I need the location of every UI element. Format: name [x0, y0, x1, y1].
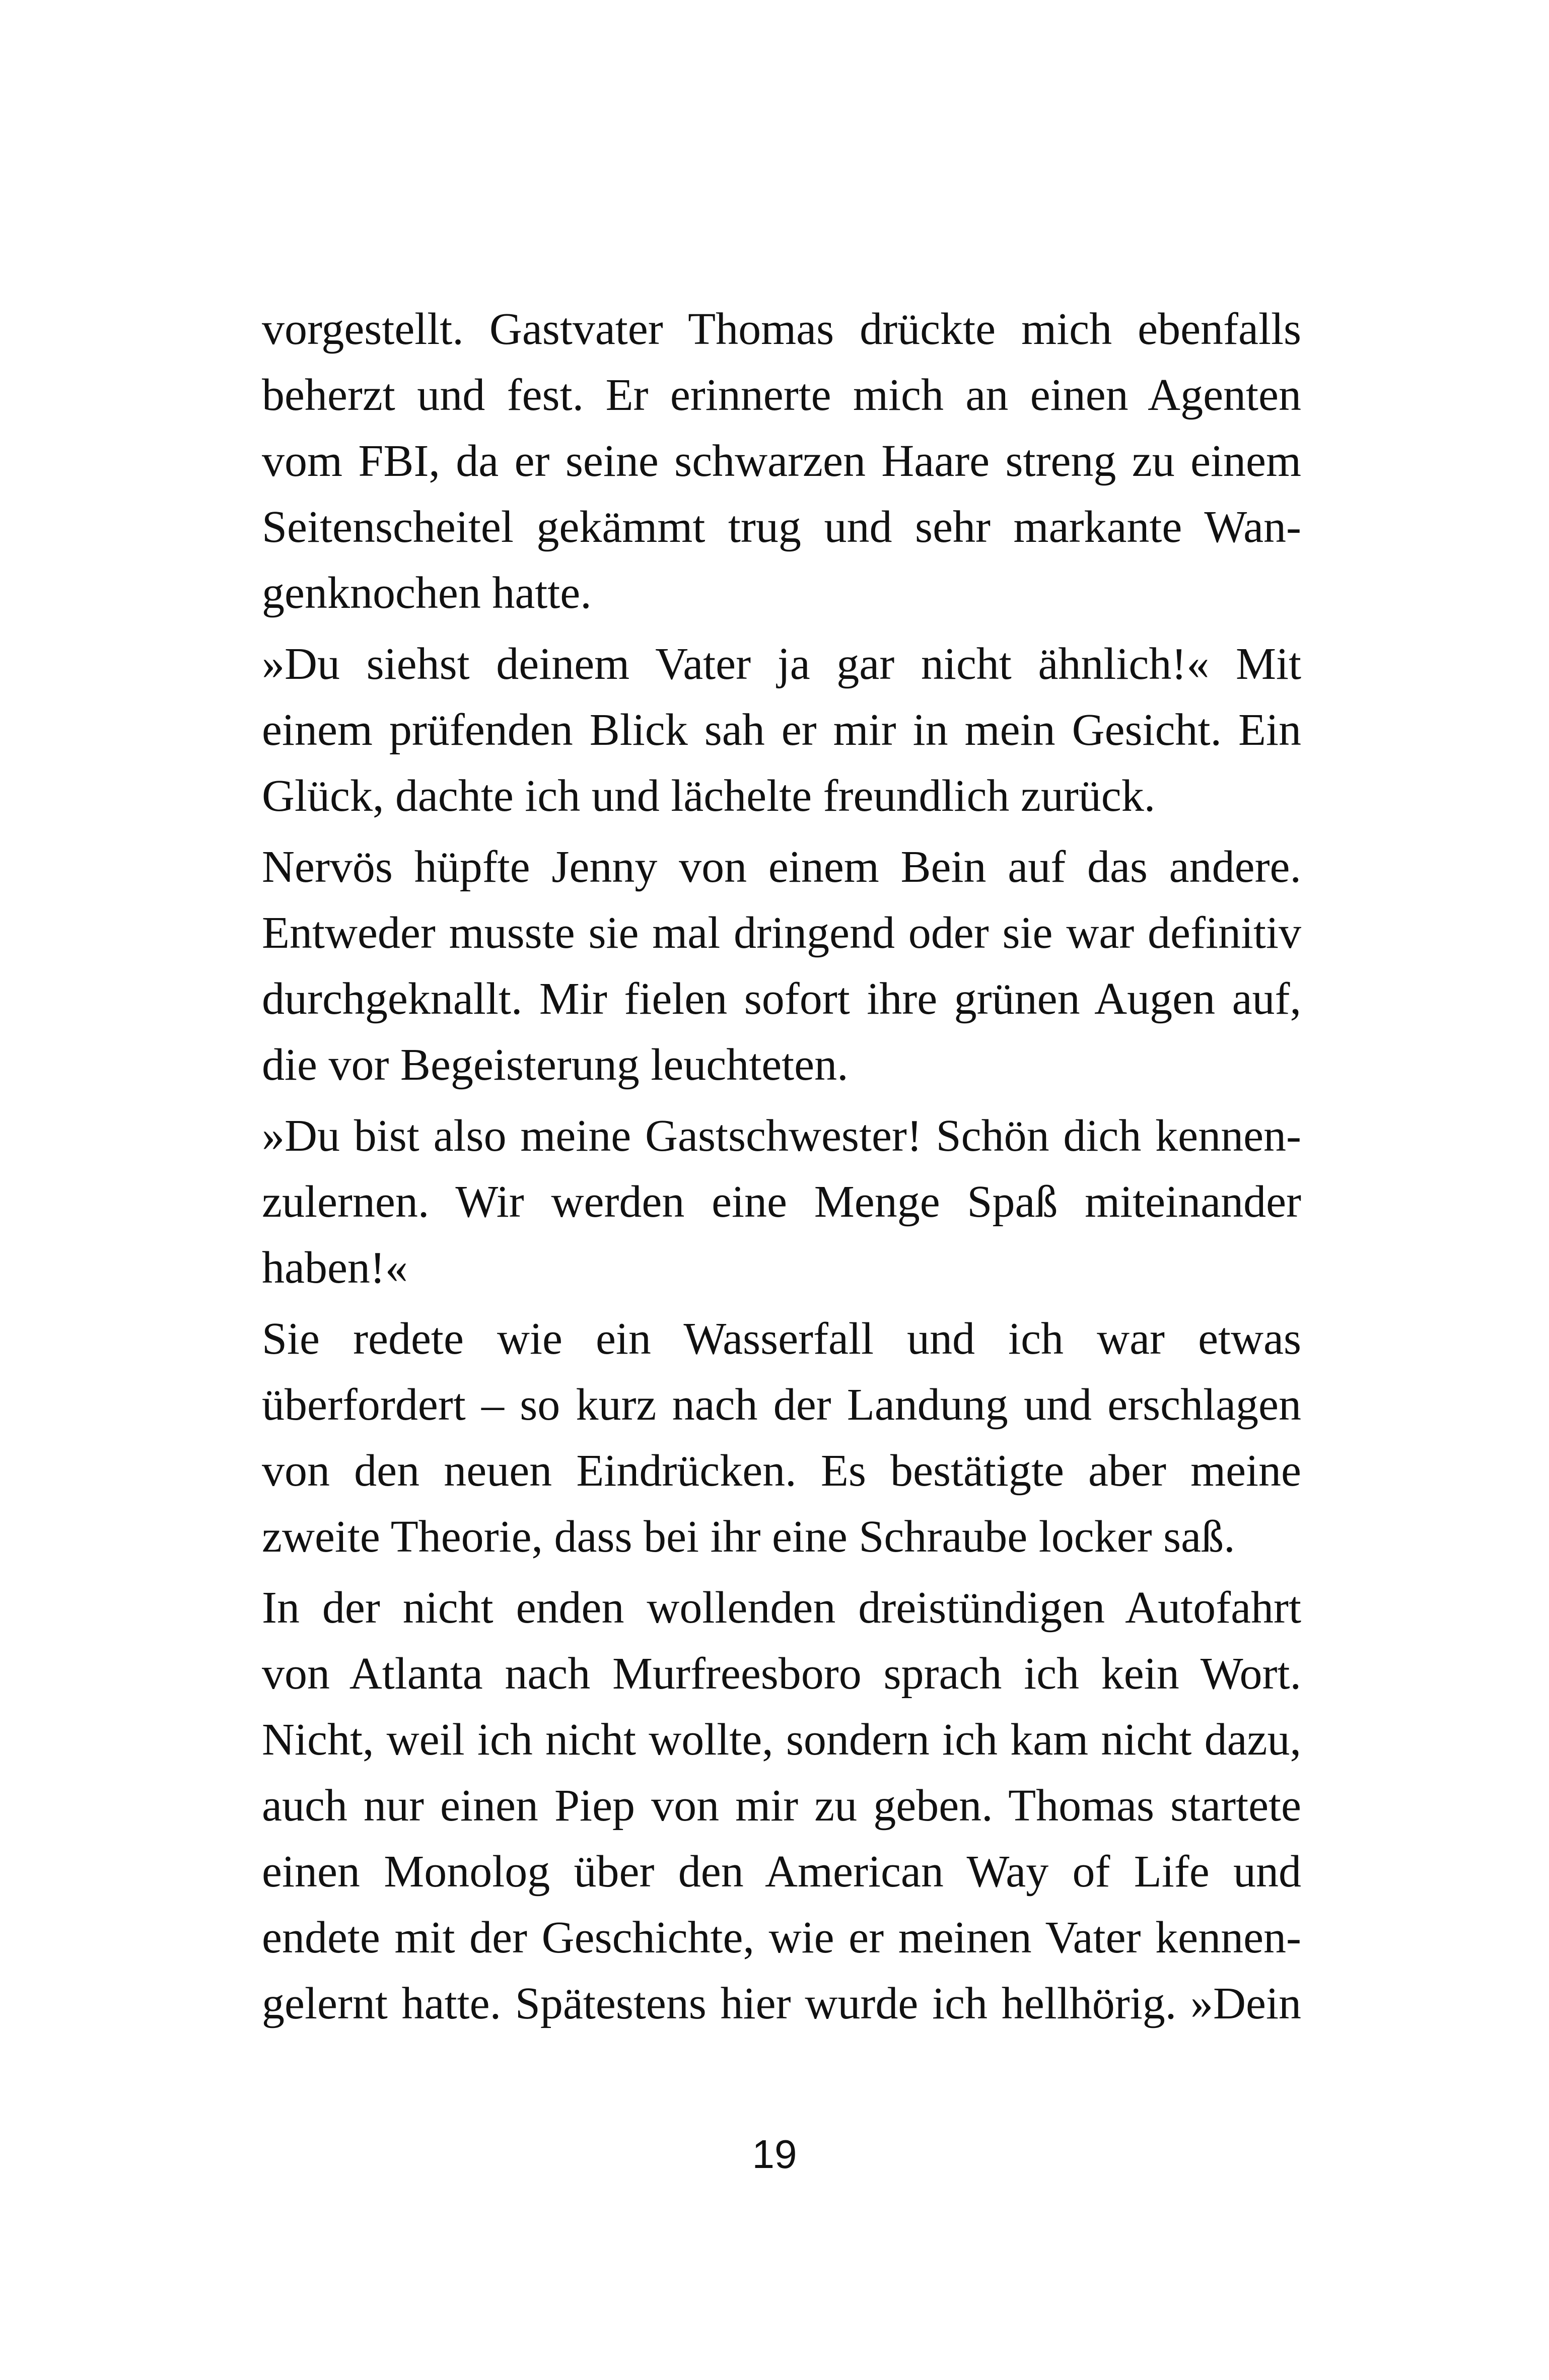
text-line: von Atlanta nach Murfreesboro sprach ich kein Wort.	[262, 1649, 1301, 1699]
paragraph-4	[262, 1103, 1301, 1301]
paragraph-1	[262, 296, 1301, 626]
text-line: einem prüfenden Blick sah er mir in mein Gesicht. Ein	[262, 705, 1301, 755]
paragraph-2	[262, 631, 1301, 829]
paragraph-6	[262, 1575, 1301, 2037]
text-line: auch nur einen Piep von mir zu geben. Thomas startete	[262, 1781, 1301, 1831]
text-line: von den neuen Eindrücken. Es bestätigte aber meine	[262, 1446, 1301, 1496]
text-line: die vor Begeisterung leuchteten.	[262, 1040, 849, 1090]
text-line: zweite Theorie, dass bei ihr eine Schraube locker saß.	[262, 1512, 1235, 1562]
text-line: gelernt hatte. Spätestens hier wurde ich hellhörig. »Dein	[262, 1979, 1301, 2028]
text-line: endete mit der Geschichte, wie er meinen Vater kennen-	[262, 1913, 1301, 1963]
text-line: durchgeknallt. Mir fielen sofort ihre grünen Augen auf,	[262, 974, 1301, 1024]
text-line: vorgestellt. Gastvater Thomas drückte mich ebenfalls	[262, 304, 1301, 354]
text-line: Entweder musste sie mal dringend oder sie war definitiv	[262, 908, 1301, 958]
text-line: haben!«	[262, 1243, 408, 1293]
text-line: überfordert – so kurz nach der Landung und erschlagen	[262, 1380, 1301, 1430]
text-line: einen Monolog über den American Way of Life und	[262, 1847, 1301, 1897]
body-text	[262, 296, 1301, 2042]
text-line: zulernen. Wir werden eine Menge Spaß miteinander	[262, 1177, 1301, 1227]
text-line: Seitenscheitel gekämmt trug und sehr markante Wan-	[262, 502, 1301, 552]
text-line: Nicht, weil ich nicht wollte, sondern ich kam nicht dazu,	[262, 1715, 1301, 1765]
text-line: In der nicht enden wollenden dreistündigen Autofahrt	[262, 1583, 1301, 1633]
text-line: Glück, dachte ich und lächelte freundlich zurück.	[262, 771, 1156, 821]
text-line: Sie redete wie ein Wasserfall und ich war etwas	[262, 1314, 1301, 1364]
paragraph-5	[262, 1306, 1301, 1570]
text-line: vom FBI, da er seine schwarzen Haare streng zu einem	[262, 436, 1301, 486]
page-number: 19	[752, 2132, 797, 2177]
paragraph-3	[262, 834, 1301, 1098]
text-line: genknochen hatte.	[262, 568, 592, 618]
text-line: Nervös hüpfte Jenny von einem Bein auf das andere.	[262, 842, 1301, 892]
text-line: »Du siehst deinem Vater ja gar nicht ähnlich!« Mit	[262, 639, 1301, 689]
text-line: »Du bist also meine Gastschwester! Schön dich kennen-	[262, 1111, 1301, 1161]
text-line: beherzt und fest. Er erinnerte mich an einen Agenten	[262, 370, 1301, 420]
